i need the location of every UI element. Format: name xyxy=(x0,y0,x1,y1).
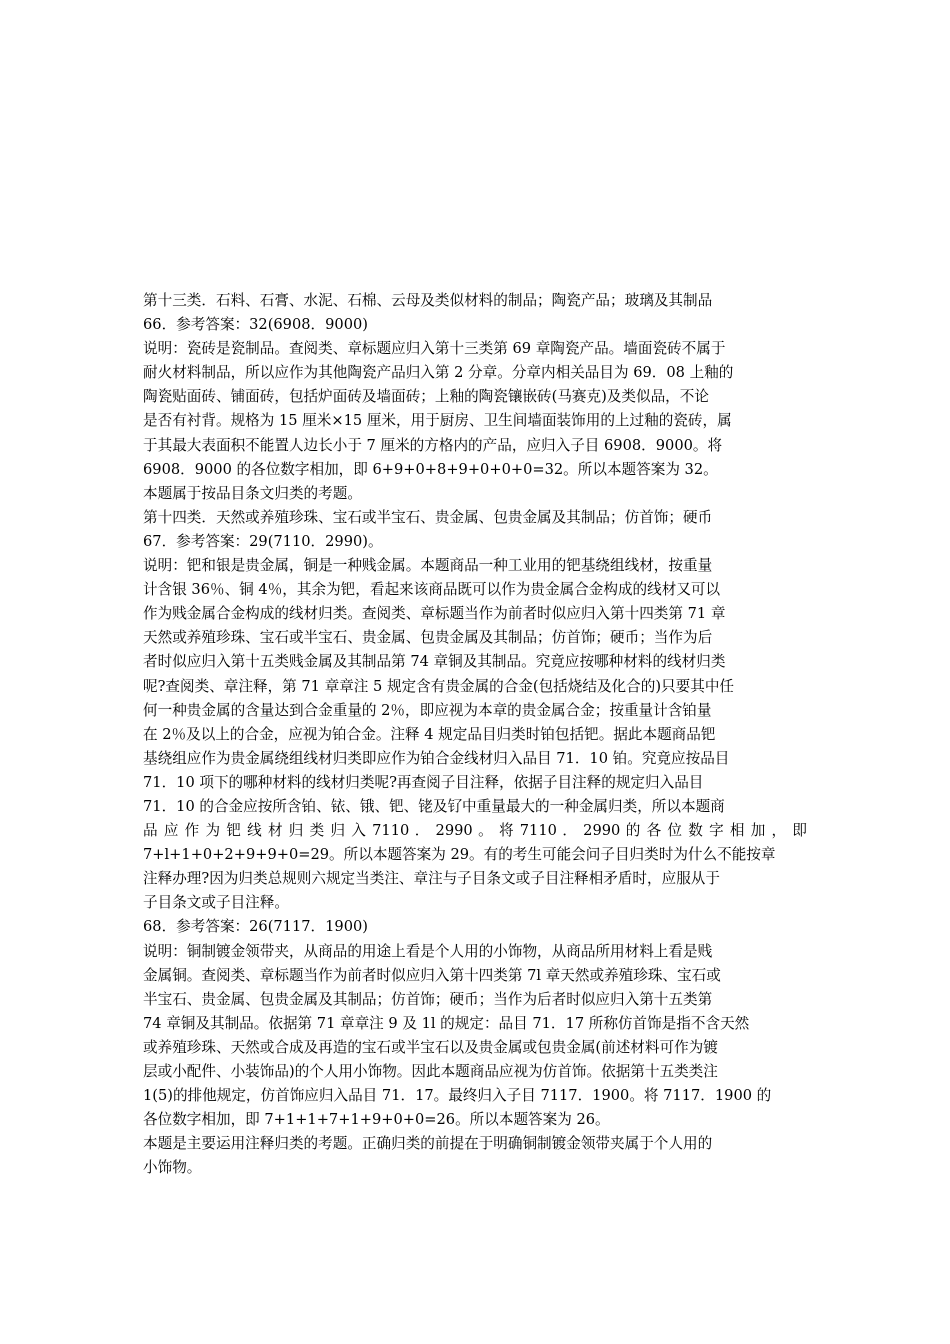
paragraph-line: 金属铜。查阅类、章标题当作为前者时似应归入第十四类第 7l 章天然或养殖珍珠、宝石或 xyxy=(143,966,721,984)
paragraph-line: 是否有衬背。规格为 15 厘米×15 厘米，用于厨房、卫生间墙面装饰用的上过釉的瓷砖，属 xyxy=(143,412,732,430)
summary-line: 本题属于按品目条文归类的考题。 xyxy=(143,484,362,502)
paragraph-line: 说明：铜制镀金领带夹，从商品的用途上看是个人用的小饰物，从商品所用材料上看是贱 xyxy=(143,942,713,960)
paragraph-line: 71．10 项下的哪种材料的线材归类呢?再查阅子目注释，依据子目注释的规定归入品目 xyxy=(143,773,704,791)
paragraph-line: 计含银 36％、铜 4％，其余为钯，看起来该商品既可以作为贵金属合金构成的线材又可以 xyxy=(143,581,721,599)
paragraph-line: 陶瓷贴面砖、铺面砖，包括炉面砖及墙面砖；上釉的陶瓷镶嵌砖(马赛克)及类似品，不论 xyxy=(143,388,709,406)
paragraph-line: 半宝石、贵金属、包贵金属及其制品；仿首饰；硬币；当作为后者时似应归入第十五类第 xyxy=(143,990,713,1008)
paragraph-line: 天然或养殖珍珠、宝石或半宝石、贵金属、包贵金属及其制品；仿首饰；硬币；当作为后 xyxy=(143,629,713,647)
paragraph-line: 耐火材料制品，所以应作为其他陶瓷产品归入第 2 分章。分章内相关品目为 69．08 上釉的 xyxy=(143,364,734,382)
paragraph-line: 子目条文或子目注释。 xyxy=(143,894,289,912)
paragraph-line: 于其最大表面积不能置人边长小于 7 厘米的方格内的产品，应归入子目 6908．9000。将 xyxy=(143,436,723,454)
paragraph-line: 或养殖珍珠、天然或合成及再造的宝石或半宝石以及贵金属或包贵金属(前述材料可作为镀 xyxy=(143,1038,718,1056)
paragraph-line: 基绕组应作为贵金属绕组线材归类即应作为铂合金线材归入品目 71．10 铂。究竟应按品目 xyxy=(143,749,730,767)
paragraph-line: 呢?查阅类、章注释，第 71 章章注 5 规定含有贵金属的合金(包括烧结及化合的)只要其中任 xyxy=(143,677,735,695)
paragraph-line: 注释办理?因为归类总规则六规定当类注、章注与子目条文或子目注释相矛盾时，应服从于 xyxy=(143,870,720,888)
summary-line: 小饰物。 xyxy=(143,1159,202,1177)
summary-line: 本题是主要运用注释归类的考题。正确归类的前提在于明确铜制镀金领带夹属于个人用的 xyxy=(143,1135,713,1153)
paragraph-line: 层或小配件、小装饰品)的个人用小饰物。因此本题商品应视为仿首饰。依据第十五类类注 xyxy=(143,1063,718,1080)
paragraph-line: 7+l+1+0+2+9+9+0=29。所以本题答案为 29。有的考生可能会问子目归类时为什么不能按章 xyxy=(143,846,776,864)
paragraph-line: 品 应 作 为 钯 线 材 归 类 归 入 7110 ． 2990 。 将 7110 ． 2990 的 各 位 数 字 相 加 ， 即 xyxy=(143,822,807,840)
paragraph-line: 1(5)的排他规定，仿首饰应归入品目 71．17。最终归入子目 7117．1900。将 7117．1900 的 xyxy=(143,1087,772,1105)
answer-68: 68．参考答案：26(7117．1900) xyxy=(143,918,368,936)
paragraph-line: 者时似应归入第十五类贱金属及其制品第 74 章铜及其制品。究竟应按哪种材料的线材归类 xyxy=(143,653,726,671)
paragraph-line: 说明：钯和银是贵金属，铜是一种贱金属。本题商品一种工业用的钯基绕组线材，按重量 xyxy=(143,557,713,575)
section-heading-13: 第十三类．石料、石膏、水泥、石棉、云母及类似材料的制品；陶瓷产品；玻璃及其制品 xyxy=(143,292,713,309)
paragraph-line: 74 章铜及其制品。依据第 71 章章注 9 及 1l 的规定：品目 71．17 所称仿首饰是指不含天然 xyxy=(143,1014,750,1032)
paragraph-line: 6908．9000 的各位数字相加，即 6+9+0+8+9+0+0+0=32。所以本题答案为 32。 xyxy=(143,460,718,478)
paragraph-line: 71．10 的合金应按所含铂、铱、锇、钯、铑及钌中重量最大的一种金属归类，所以本题商 xyxy=(143,797,725,815)
section-heading-14: 第十四类．天然或养殖珍珠、宝石或半宝石、贵金属、包贵金属及其制品；仿首饰；硬币 xyxy=(143,508,713,526)
paragraph-line: 何一种贵金属的含量达到合金重量的 2％，即应视为本章的贵金属合金；按重量计含铂量 xyxy=(143,701,712,719)
answer-66: 66．参考答案：32(6908．9000) xyxy=(143,316,368,334)
document-body xyxy=(143,289,807,1180)
paragraph-line: 在 2％及以上的合金，应视为铂合金。注释 4 规定品目归类时铂包括钯。据此本题商品钯 xyxy=(143,725,716,743)
paragraph-line: 作为贱金属合金构成的线材归类。查阅类、章标题当作为前者时似应归入第十四类第 71 章 xyxy=(143,605,726,623)
answer-67: 67．参考答案：29(7110．2990)。 xyxy=(143,532,383,550)
paragraph-line: 各位数字相加，即 7+1+1+7+1+9+0+0=26。所以本题答案为 26。 xyxy=(143,1111,610,1129)
paragraph-line: 说明：瓷砖是瓷制品。查阅类、章标题应归入第十三类第 69 章陶瓷产品。墙面瓷砖不属于 xyxy=(143,340,726,358)
